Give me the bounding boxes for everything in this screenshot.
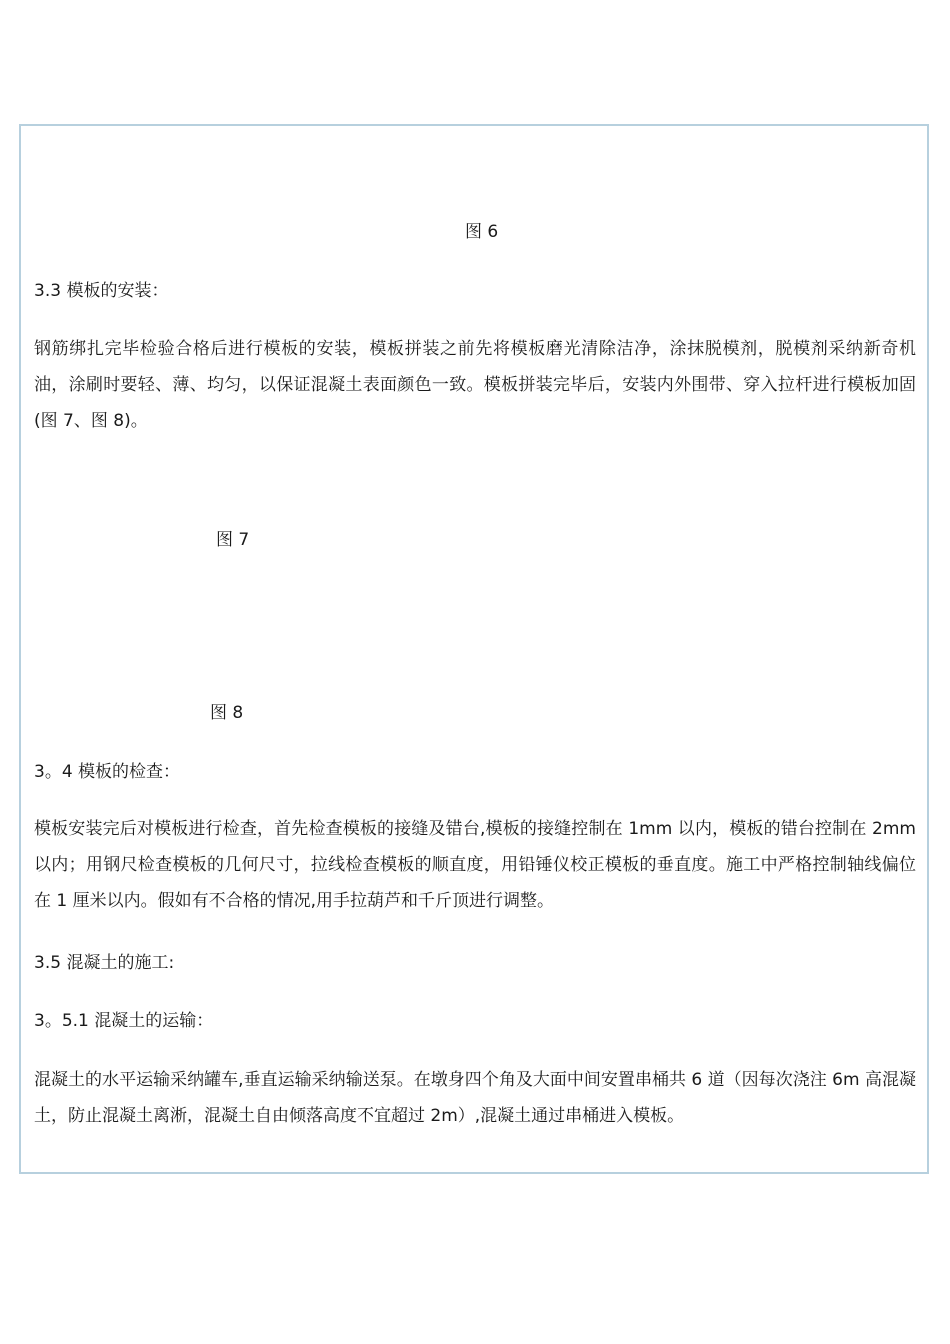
- heading-3-5: 3.5 混凝土的施工:: [34, 953, 175, 973]
- figure-7-caption: 图 7: [216, 530, 250, 550]
- paragraph-3-4: 模板安装完后对模板进行检查，首先检查模板的接缝及错台,模板的接缝控制在 1mm 以内，模板的错台控制在 2mm 以内；用钢尺检查模板的几何尺寸，拉线检查模板的顺直度，用铅锤仪校正模板的垂直度。施工中严格控制轴线偏位在 1 厘米以内。假如有不合格的情况,用手拉葫芦和千斤顶进行调整。: [34, 819, 916, 911]
- heading-3-5-1: 3。5.1 混凝土的运输：: [34, 1011, 214, 1031]
- paragraph-3-3: 钢筋绑扎完毕检验合格后进行模板的安装，模板拼装之前先将模板磨光清除洁净，涂抹脱模剂，脱模剂采纳新奇机油，涂刷时要轻、薄、均匀，以保证混凝土表面颜色一致。模板拼装完毕后，安装内外围带、穿入拉杆进行模板加固(图 7、图 8)。: [34, 339, 916, 431]
- heading-3-4: 3。4 模板的检查：: [34, 762, 181, 782]
- figure-6-caption: 图 6: [465, 222, 499, 242]
- paragraph-3-5-1: 混凝土的水平运输采纳罐车,垂直运输采纳输送泵。在墩身四个角及大面中间安置串桶共 6 道（因每次浇注 6m 高混凝土，防止混凝土离淅，混凝土自由倾落高度不宜超过 2m）,混凝土通过串桶进入模板。: [34, 1070, 916, 1126]
- heading-3-3: 3.3 模板的安装：: [34, 281, 169, 301]
- figure-8-caption: 图 8: [210, 703, 244, 723]
